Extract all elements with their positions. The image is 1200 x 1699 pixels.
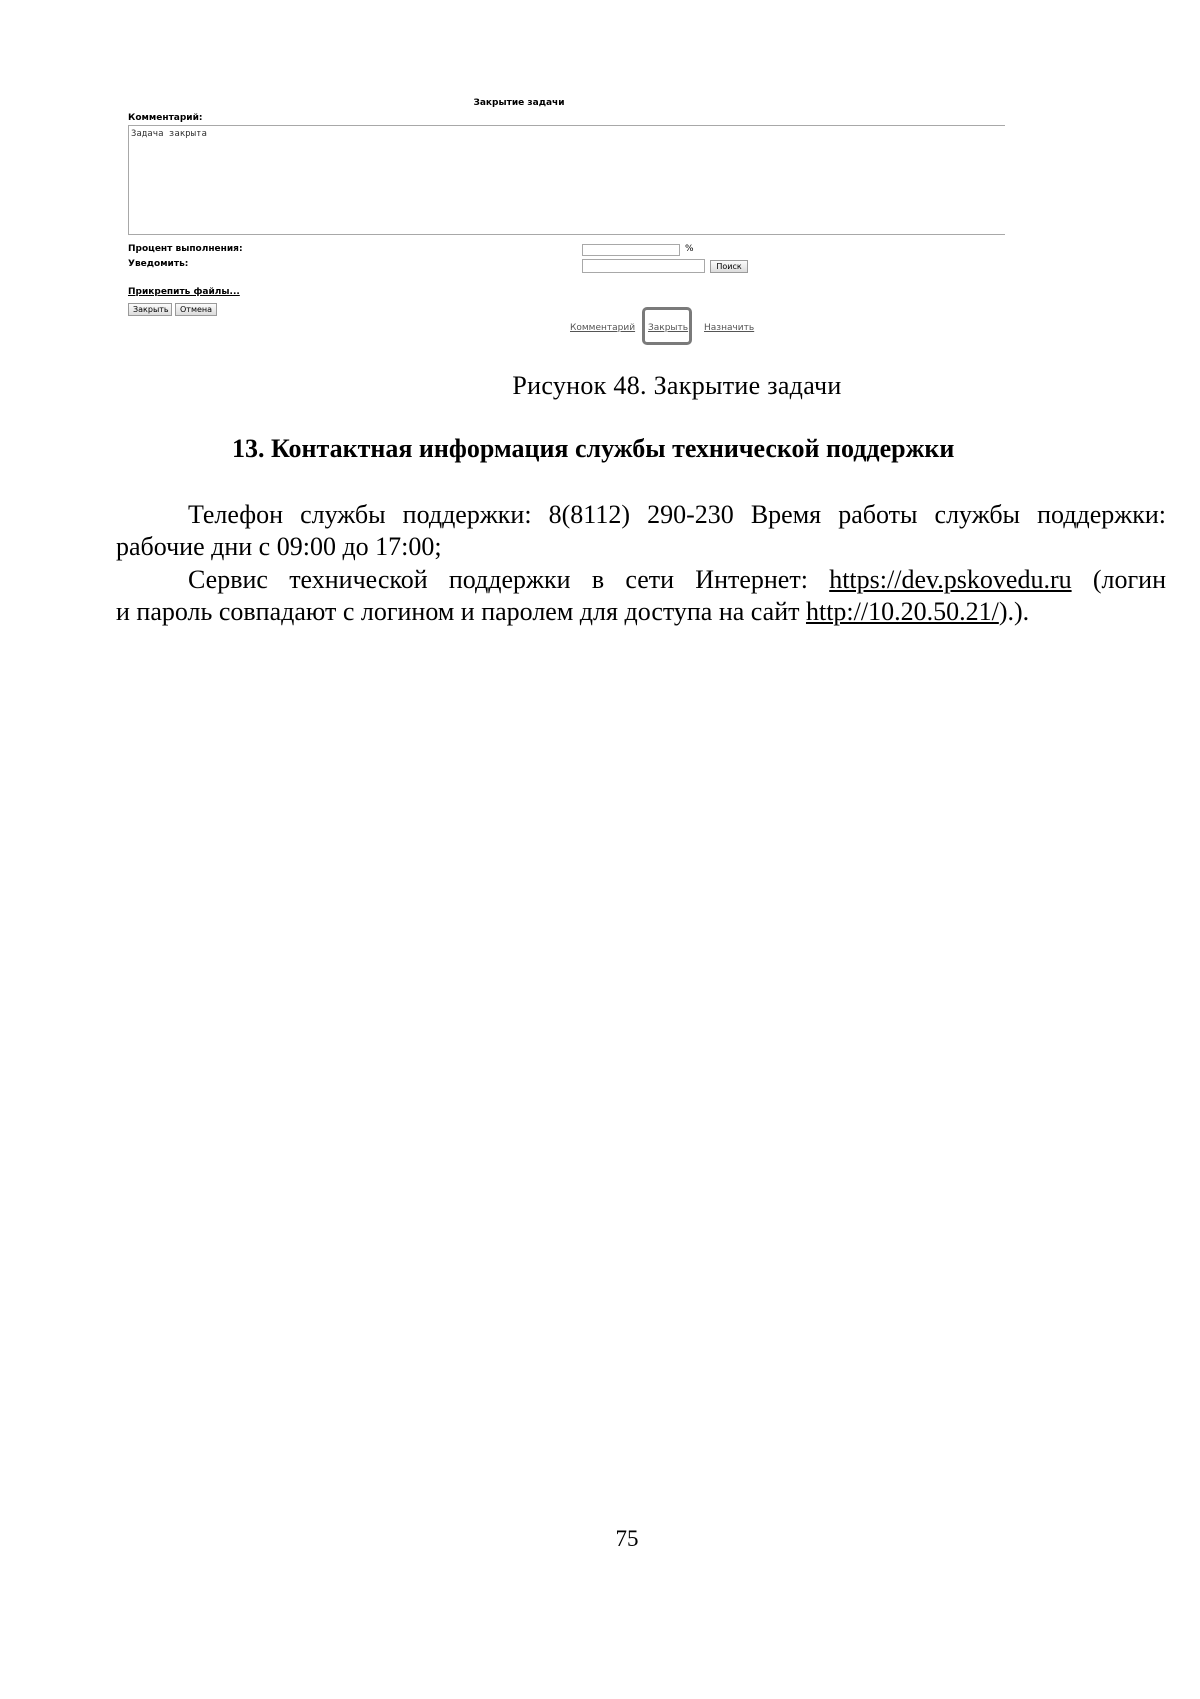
site-url-link[interactable]: http://10.20.50.21/: [805, 597, 999, 626]
paragraph1-line1: [116, 499, 1166, 531]
percent-input[interactable]: [582, 244, 680, 256]
tab-comment[interactable]: Комментарий: [570, 323, 636, 333]
support-url-link[interactable]: https://dev.pskovedu.ru: [829, 565, 1072, 594]
notify-label: Уведомить:: [128, 259, 189, 269]
phone-text: Телефон службы поддержки: 8(8112) 290-230 Время работы службы поддержки:: [188, 500, 1166, 529]
comment-textarea[interactable]: Задача закрыта: [128, 125, 1005, 235]
notify-input[interactable]: [582, 259, 705, 273]
percent-sign: %: [685, 244, 694, 254]
comment-label: Комментарий:: [128, 113, 203, 123]
paragraph2-line2: [116, 597, 1029, 626]
figure-caption: Рисунок 48. Закрытие задачи: [512, 371, 842, 400]
attach-files-link[interactable]: Прикрепить файлы...: [128, 287, 240, 297]
closing-text: ).).: [998, 597, 1030, 626]
support-phone-paragraph: [116, 499, 1166, 563]
tab-assign[interactable]: Назначить: [704, 323, 755, 333]
service-text: Сервис технической поддержки в сети Интернет:: [188, 565, 830, 594]
password-text: и пароль совпадают с логином и паролем для доступа на сайт: [116, 597, 806, 626]
cancel-button[interactable]: Отмена: [175, 303, 217, 316]
search-button[interactable]: Поиск: [710, 260, 748, 273]
task-close-screenshot: [128, 98, 1010, 358]
support-service-paragraph: [116, 564, 1166, 628]
section-heading: 13. Контактная информация службы технической поддержки: [232, 434, 955, 463]
paragraph1-line2: рабочие дни с 09:00 до 17:00;: [116, 532, 442, 561]
close-button[interactable]: Закрыть: [128, 303, 172, 316]
form-title: Закрытие задачи: [473, 98, 565, 108]
tab-close[interactable]: Закрыть: [648, 323, 689, 333]
login-text: (логин: [1071, 565, 1166, 594]
paragraph2-line1: [116, 564, 1166, 596]
percent-label: Процент выполнения:: [128, 244, 243, 254]
page-number: 75: [615, 1526, 639, 1551]
